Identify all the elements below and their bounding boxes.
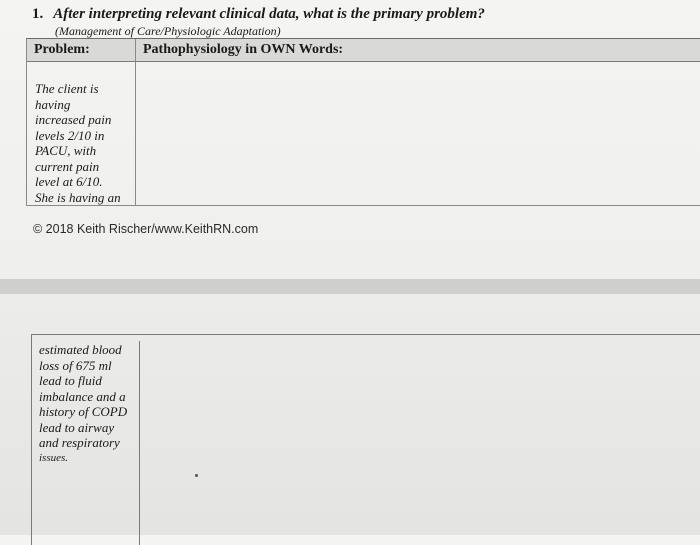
column-divider [139,341,140,545]
header-pathophysiology: Pathophysiology in OWN Words: [143,42,344,57]
continuation-table [31,334,700,545]
problem-line: The client is [35,81,99,96]
continuation-line: and respiratory [39,435,120,450]
continuation-line: history of COPD [39,404,128,419]
continuation-line: imbalance and a [39,388,126,404]
continuation-line: estimated blood [39,342,122,357]
continuation-line: lead to fluid [39,373,102,388]
problem-table [26,38,700,206]
problem-line: level at 6/10. [35,174,103,189]
question-number: 1. [32,6,44,22]
question-subtitle: (Management of Care/Physiologic Adaptation) [55,24,281,38]
problem-line: having [35,96,71,112]
continuation-line: loss of 675 ml [39,357,112,373]
continuation-cell-text [39,342,137,466]
problem-line: increased pain [35,112,112,127]
problem-line: levels 2/10 in [35,127,105,143]
question-heading [32,6,485,23]
continuation-line: issues. [39,451,69,464]
problem-cell-text [35,81,133,205]
problem-line: PACU, with [35,143,97,158]
question-text: After interpreting relevant clinical data, what is the primary problem? [53,6,485,22]
header-problem: Problem: [34,42,90,57]
pen-mark [195,474,198,477]
problem-line: She is having an [35,189,121,205]
column-divider [135,39,136,205]
table-header-row [27,39,700,62]
continuation-line: lead to airway [39,419,115,435]
page-divider-band [0,279,700,294]
copyright-text: © 2018 Keith Rischer/www.KeithRN.com [33,222,259,236]
problem-line: current pain [35,158,100,174]
